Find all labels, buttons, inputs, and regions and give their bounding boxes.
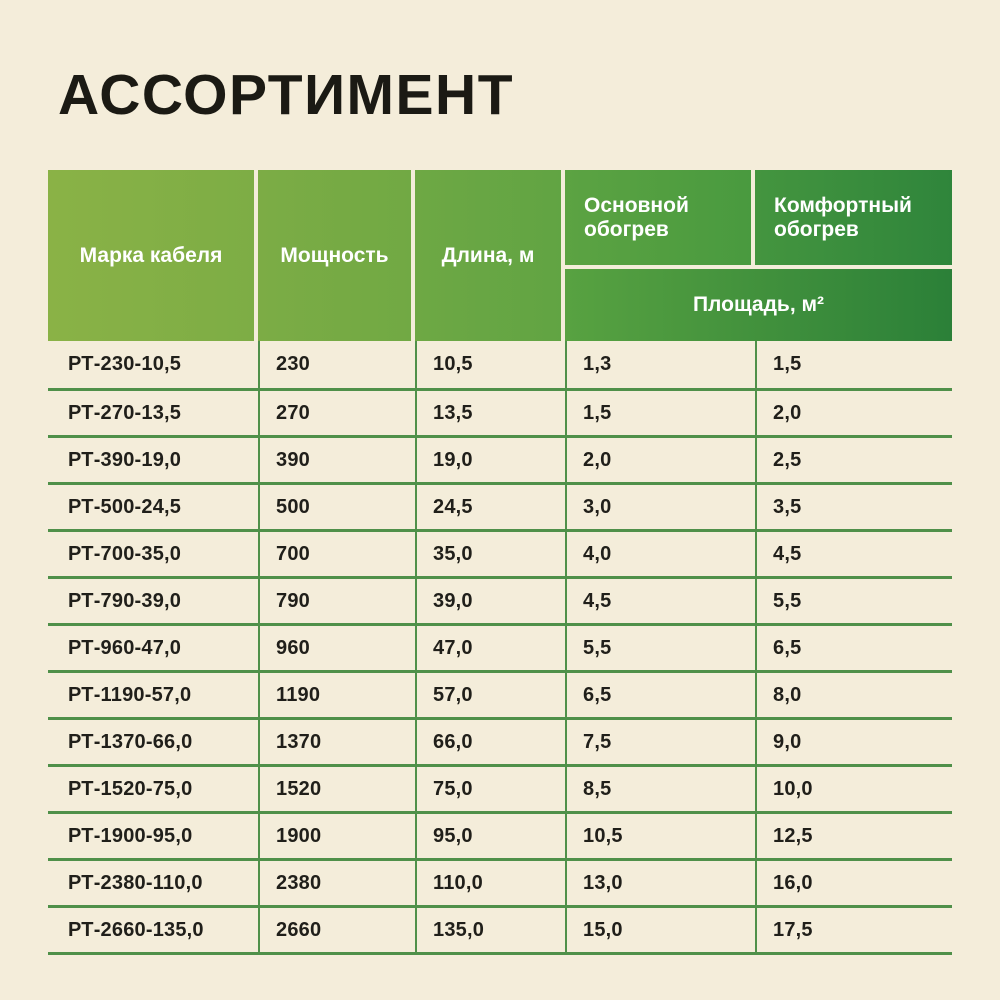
table-cell: 500 <box>258 485 415 529</box>
header-cable-brand: Марка кабеля <box>48 170 258 341</box>
table-cell: 5,5 <box>565 626 755 670</box>
table-row <box>48 341 952 388</box>
table-row <box>48 717 952 764</box>
table-cell: 39,0 <box>415 579 565 623</box>
table-cell: 5,5 <box>755 579 952 623</box>
table-cell: РТ-2380-110,0 <box>68 871 203 894</box>
table-cell: 95,0 <box>415 814 565 858</box>
table-cell: 4,5 <box>565 579 755 623</box>
table-cell: РТ-270-13,5 <box>68 401 182 424</box>
table-row <box>48 388 952 435</box>
header-power: Мощность <box>258 170 415 341</box>
table-cell: 47,0 <box>415 626 565 670</box>
table-cell: 110,0 <box>415 861 565 905</box>
table-cell: 13,5 <box>415 391 565 435</box>
table-header <box>48 170 952 341</box>
table-row <box>48 482 952 529</box>
table-cell: 2,0 <box>565 438 755 482</box>
table-cell: 15,0 <box>565 908 755 952</box>
table-cell: 2,5 <box>755 438 952 482</box>
table-cell: 1370 <box>258 720 415 764</box>
table-cell: 6,5 <box>565 673 755 717</box>
table-cell: РТ-1190-57,0 <box>68 683 192 706</box>
table-cell: 19,0 <box>415 438 565 482</box>
table-row <box>48 905 952 952</box>
table-cell: РТ-1520-75,0 <box>68 777 193 800</box>
table-row <box>48 858 952 905</box>
table-cell: 6,5 <box>755 626 952 670</box>
table-cell: 7,5 <box>565 720 755 764</box>
table-cell: 57,0 <box>415 673 565 717</box>
table-cell: 1,5 <box>755 341 952 388</box>
table-cell: 12,5 <box>755 814 952 858</box>
table-row <box>48 435 952 482</box>
table-cell: 135,0 <box>415 908 565 952</box>
table-cell: 3,5 <box>755 485 952 529</box>
table-cell: 24,5 <box>415 485 565 529</box>
table-body <box>48 341 952 955</box>
table-cell: 790 <box>258 579 415 623</box>
table-cell: 1190 <box>258 673 415 717</box>
table-cell: 270 <box>258 391 415 435</box>
table-cell: 4,0 <box>565 532 755 576</box>
table-cell: 16,0 <box>755 861 952 905</box>
table-cell: РТ-500-24,5 <box>68 495 182 518</box>
table-cell: 3,0 <box>565 485 755 529</box>
table-cell: 8,0 <box>755 673 952 717</box>
table-cell: 1520 <box>258 767 415 811</box>
table-row <box>48 576 952 623</box>
table-row <box>48 623 952 670</box>
table-cell: 390 <box>258 438 415 482</box>
table-cell: 230 <box>258 341 415 388</box>
table-cell: 1900 <box>258 814 415 858</box>
header-main-heating: Основной обогрев <box>565 170 755 269</box>
table-cell: 1,3 <box>565 341 755 388</box>
table-cell: 9,0 <box>755 720 952 764</box>
table-cell: 2,0 <box>755 391 952 435</box>
table-cell: 35,0 <box>415 532 565 576</box>
table-cell: РТ-790-39,0 <box>68 589 182 612</box>
table-cell: РТ-390-19,0 <box>68 448 182 471</box>
table-cell: РТ-960-47,0 <box>68 636 182 659</box>
table-cell: 10,5 <box>415 341 565 388</box>
table-cell: 75,0 <box>415 767 565 811</box>
table-cell: РТ-230-10,5 <box>68 353 182 375</box>
assortment-table <box>48 170 952 955</box>
table-cell: 700 <box>258 532 415 576</box>
table-cell: 66,0 <box>415 720 565 764</box>
table-cell: РТ-1370-66,0 <box>68 730 193 753</box>
table-cell: РТ-700-35,0 <box>68 542 182 565</box>
table-cell: 10,0 <box>755 767 952 811</box>
table-cell: 2660 <box>258 908 415 952</box>
table-cell: 13,0 <box>565 861 755 905</box>
table-cell: 2380 <box>258 861 415 905</box>
table-row <box>48 764 952 811</box>
table-cell: 4,5 <box>755 532 952 576</box>
table-cell: 960 <box>258 626 415 670</box>
table-cell: РТ-1900-95,0 <box>68 824 193 847</box>
table-cell: 10,5 <box>565 814 755 858</box>
table-cell: 1,5 <box>565 391 755 435</box>
table-cell: 17,5 <box>755 908 952 952</box>
header-comfort-heating: Комфортный обогрев <box>755 170 952 269</box>
page-title: АССОРТИМЕНТ <box>58 63 515 127</box>
table-row <box>48 811 952 858</box>
table-row <box>48 670 952 717</box>
header-area: Площадь, м² <box>565 269 952 341</box>
table-cell: 8,5 <box>565 767 755 811</box>
header-length: Длина, м <box>415 170 565 341</box>
table-row <box>48 529 952 576</box>
table-cell: РТ-2660-135,0 <box>68 918 204 941</box>
